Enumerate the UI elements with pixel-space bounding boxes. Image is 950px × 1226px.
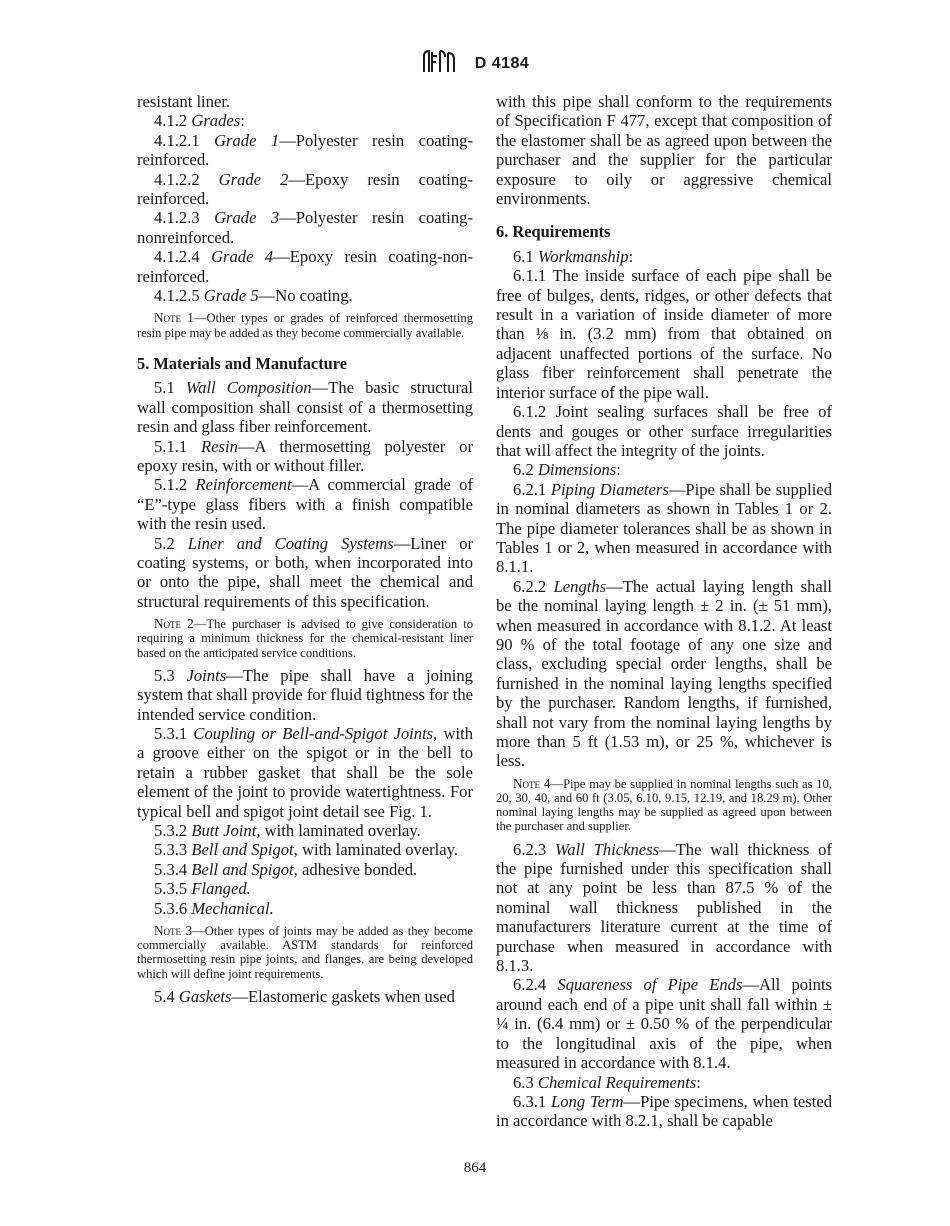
section-heading: 5. Materials and Manufacture [137,353,348,373]
paragraph: 4.1.2.5 Grade 5—No coating. [154,286,353,306]
paragraph: 4.1.2 Grades: [154,111,245,131]
astm-logo [421,48,457,79]
paragraph: 5.3.5 Flanged. [154,879,251,899]
paragraph: 5.3.2 Butt Joint, with laminated overlay. [154,821,421,841]
paragraph: 5.3 Joints—The pipe shall have a joining system that shall provide for fluid tightness for the intended service condition. [137,665,473,724]
page-number: 864 [463,1160,487,1176]
paragraph: 5.3.6 Mechanical. [154,898,274,918]
paragraph: 5.3.4 Bell and Spigot, adhesive bonded. [154,859,418,879]
paragraph: 6.2.1 Piping Diameters—Pipe shall be supplied in nominal diameters as shown in Tables 1 or 2. The pipe diameter tolerances shall be as shown in Tables 1 or 2, when measured in accordance with 8.1.1. [496,479,832,577]
paragraph: 4.1.2.3 Grade 3—Polyester resin coating-nonreinforced. [137,208,473,247]
paragraph: 6.3.1 Long Term—Pipe specimens, when tested in accordance with 8.2.1, shall be capable [496,1091,833,1131]
paragraph: 5.3.1 Coupling or Bell-and-Spigot Joints, with a groove either on the spigot or in the bell to retain a rubber gasket that shall be the sole element of the joint to provide watertightness. For typical bell and spigot joint detail see Fig. 1. [137,723,473,821]
right-column [496,92,832,1131]
paragraph: 6.2.3 Wall Thickness—The wall thickness of the pipe furnished under this specification shall not at any point be less than 87.5 % of the nominal wall thickness published in the manufacturers literature current at the time of purchase when measured in accordance with 8.1.3. [496,839,832,976]
paragraph: 4.1.2.1 Grade 1—Polyester resin coating-reinforced. [137,130,473,170]
note: Note 3—Other types of joints may be added as they become commercially available. ASTM standards for reinforced thermosetting resin pipe joints, and flanges, are being developed which will define joint requirements. [137,923,473,981]
paragraph: 6.1.1 The inside surface of each pipe shall be free of bulges, dents, ridges, or other defects that result in a variation of inside diameter of more than ⅛ in. (3.2 mm) from that obtained on adjacent unaffected portions of the surface. No glass fiber reinforcement shall penetrate the interior surface of the pipe wall. [496,266,832,402]
paragraph: 6.2 Dimensions: [513,460,621,480]
paragraph: 5.1.1 Resin—A thermosetting polyester or epoxy resin, with or without filler. [137,436,473,475]
paragraph: 5.2 Liner and Coating Systems—Liner or coating systems, or both, when incorporated into or onto the pipe, shall meet the chemical and structural requirements of this specification. [137,533,474,611]
paragraph: 5.1 Wall Composition—The basic structural wall composition shall consist of a thermosetting resin and glass fiber reinforcement. [137,378,473,437]
paragraph: 5.3.3 Bell and Spigot, with laminated overlay. [154,840,459,860]
paragraph: resistant liner. [137,92,231,111]
left-column [137,92,473,1006]
note: Note 2—The purchaser is advised to give consideration to requiring a minimum thickness for the chemical-resistant liner based on the anticipated service conditions. [137,616,473,660]
paragraph: 6.1.2 Joint sealing surfaces shall be free of dents and gouges or other surface irregularities that will affect the integrity of the joints. [496,402,832,460]
paragraph: 6.2.4 Squareness of Pipe Ends—All points around each end of a pipe unit shall fall within ± ¼ in. (6.4 mm) or ± 0.50 % of the perpendicular to the longitudinal axis of the pipe, when measured in accordance with 8.1.4. [496,975,833,1073]
note: Note 1—Other types or grades of reinforced thermosetting resin pipe may be added as they become commercially available. [137,310,473,340]
paragraph: 5.1.2 Reinforcement—A commercial grade of “E”-type glass fibers with a finish compatible with the resin used. [137,475,473,534]
paragraph: 6.3 Chemical Requirements: [513,1072,701,1092]
paragraph: 6.2.2 Lengths—The actual laying length shall be the nominal laying length ± 2 in. (± 51 mm), when measured in accordance with 8.1.2. At least 90 % of the total footage of any one size and class, excluding special order lengths, shall be furnished in the nominal laying lengths specified by the purchaser. Random lengths, if furnished, shall not vary from the nominal laying lengths by more than 5 ft (1.53 m), or 25 %, whichever is less. [496,576,832,771]
paragraph: 4.1.2.2 Grade 2—Epoxy resin coating-reinforced. [137,169,473,209]
paragraph: 5.4 Gaskets—Elastomeric gaskets when used [154,986,455,1006]
note: Note 4—Pipe may be supplied in nominal lengths such as 10, 20, 30, 40, and 60 ft (3.05, 6.10, 9.15, 12.19, and 18.29 m). Other nominal laying lengths may be supplied as agreed upon between the purchaser and supplier. [496,775,832,834]
page-header [0,48,950,79]
section-heading: 6. Requirements [496,222,611,242]
paragraph: 4.1.2.4 Grade 4—Epoxy resin coating-non-reinforced. [137,247,473,286]
paragraph: 6.1 Workmanship: [513,246,634,266]
document-designation: D 4184 [474,54,530,72]
paragraph: with this pipe shall conform to the requirements of Specification F 477, except that composition of the elastomer shall be as agreed upon between the purchaser and the supplier for the particular exposure to oily or aggressive chemical environments. [496,92,832,209]
